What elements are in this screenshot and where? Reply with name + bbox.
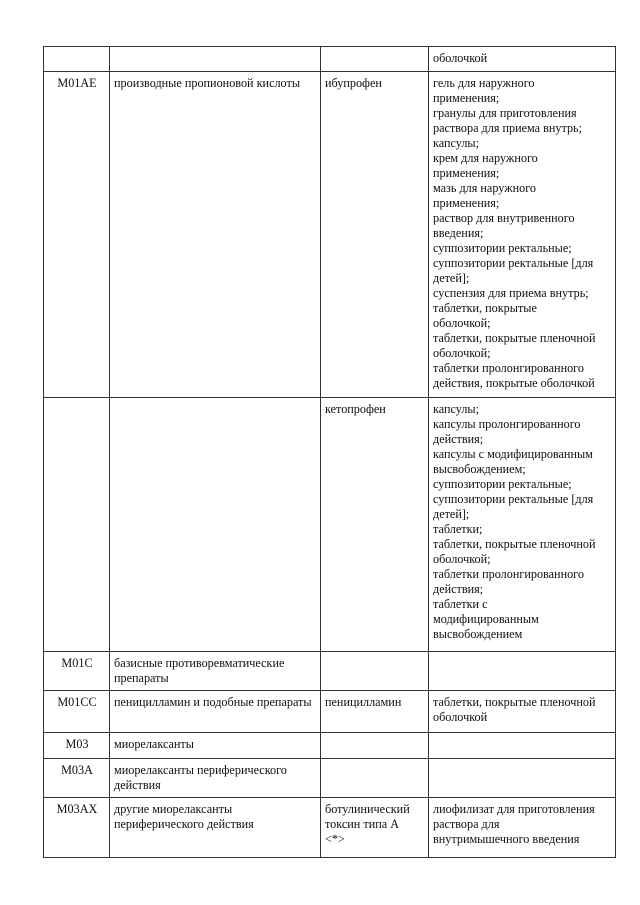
table-row xyxy=(44,691,616,733)
inn-cell xyxy=(321,652,429,691)
inn-cell: пеницилламин xyxy=(321,691,429,733)
group-cell xyxy=(110,398,321,652)
atc-code-cell: M01CC xyxy=(44,691,110,733)
table-row xyxy=(44,398,616,652)
group-cell xyxy=(110,47,321,72)
group-cell: производные пропионовой кислоты xyxy=(110,72,321,398)
inn-cell: кетопрофен xyxy=(321,398,429,652)
table-row xyxy=(44,759,616,798)
atc-code-cell: M03AX xyxy=(44,798,110,858)
group-cell: миорелаксанты xyxy=(110,733,321,759)
dosage-forms-cell: гель для наружного применения; гранулы для приготовления раствора для приема внутрь; капсулы; крем для наружного применения; мазь для наружного применения; раствор для внутривенного введения; суппозитории ректальные; суппозитории ректальные [для детей]; суспензия для приема внутрь; таблетки, покрытые оболочкой; таблетки, покрытые пленочной оболочкой; таблетки пролонгированного действия, покрытые оболочкой xyxy=(429,72,616,398)
dosage-forms-cell xyxy=(429,652,616,691)
group-cell: базисные противоревматические препараты xyxy=(110,652,321,691)
drug-table xyxy=(43,46,616,858)
dosage-forms-cell: капсулы; капсулы пролонгированного действия; капсулы с модифицированным высвобождением; суппозитории ректальные; суппозитории ректальные [для детей]; таблетки; таблетки, покрытые пленочной оболочкой; таблетки пролонгированного действия; таблетки с модифицированным высвобождением xyxy=(429,398,616,652)
inn-cell xyxy=(321,733,429,759)
dosage-forms-cell xyxy=(429,759,616,798)
dosage-forms-cell: таблетки, покрытые пленочной оболочкой xyxy=(429,691,616,733)
group-cell: пеницилламин и подобные препараты xyxy=(110,691,321,733)
dosage-forms-cell: оболочкой xyxy=(429,47,616,72)
group-cell: другие миорелаксанты периферического действия xyxy=(110,798,321,858)
atc-code-cell: M01C xyxy=(44,652,110,691)
dosage-forms-cell xyxy=(429,733,616,759)
group-cell: миорелаксанты периферического действия xyxy=(110,759,321,798)
atc-code-cell xyxy=(44,47,110,72)
atc-code-cell: M03 xyxy=(44,733,110,759)
inn-cell xyxy=(321,759,429,798)
table-row xyxy=(44,72,616,398)
atc-code-cell xyxy=(44,398,110,652)
inn-cell: ботулинический токсин типа А <*> xyxy=(321,798,429,858)
table-row xyxy=(44,652,616,691)
dosage-forms-cell: лиофилизат для приготовления раствора для внутримышечного введения xyxy=(429,798,616,858)
atc-code-cell: M03A xyxy=(44,759,110,798)
table-row xyxy=(44,47,616,72)
inn-cell xyxy=(321,47,429,72)
table-row xyxy=(44,733,616,759)
table-row xyxy=(44,798,616,858)
atc-code-cell: M01AE xyxy=(44,72,110,398)
inn-cell: ибупрофен xyxy=(321,72,429,398)
